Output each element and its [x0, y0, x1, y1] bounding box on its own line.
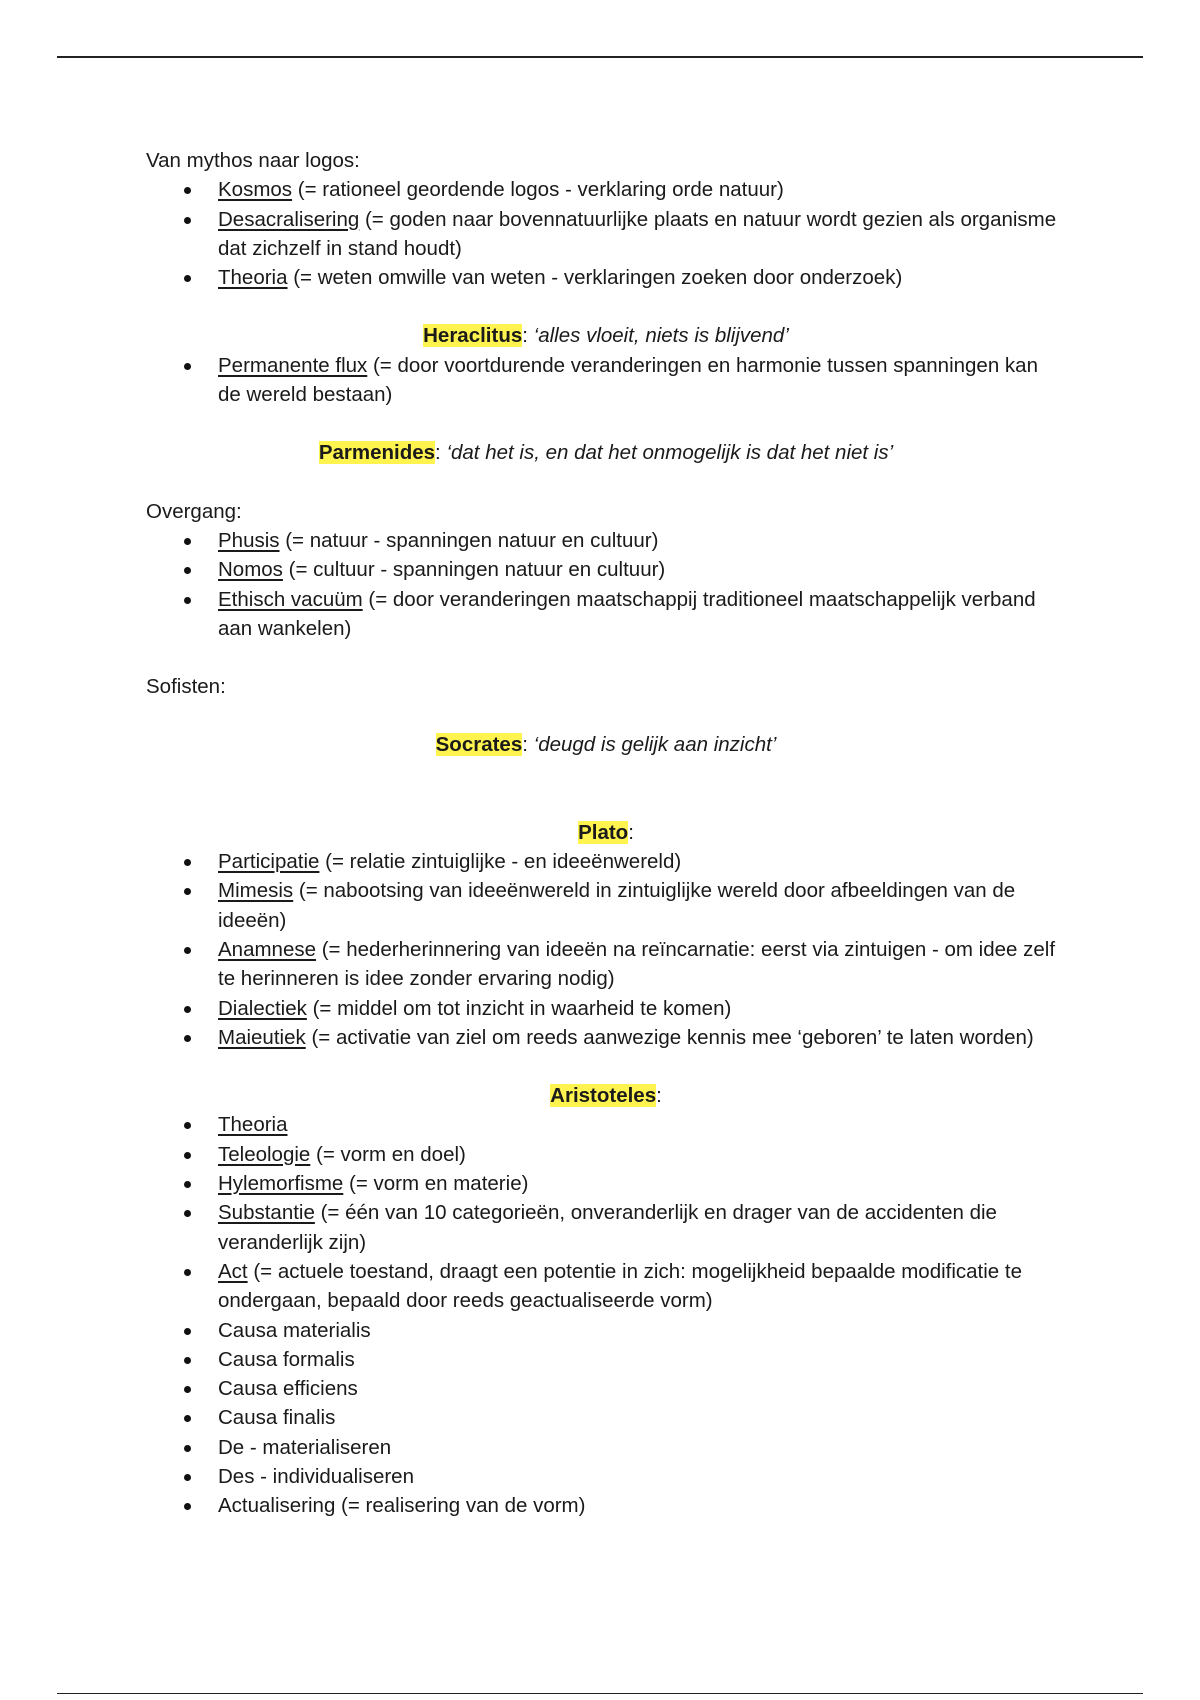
- list-item: [218, 1110, 1066, 1139]
- definition: (= relatie zintuiglijke - en ideeënwereld): [319, 850, 682, 874]
- list-item: [218, 1169, 1066, 1198]
- term: Permanente flux: [218, 353, 368, 377]
- list-item: [218, 1491, 1066, 1520]
- philosopher-quote: ‘alles vloeit, niets is blijvend’: [533, 324, 789, 348]
- term: Participatie: [218, 850, 320, 874]
- section-heading-overgang: Overgang:: [146, 499, 242, 523]
- parmenides-heading: [146, 438, 1066, 467]
- definition: (= rationeel geordende logos - verklaring orde natuur): [292, 178, 784, 202]
- definition: (= activatie van ziel om reeds aanwezige kennis mee ‘geboren’ te laten worden): [305, 1025, 1034, 1049]
- term: Ethisch vacuüm: [218, 587, 363, 611]
- term: Dialectiek: [218, 996, 307, 1020]
- term: Nomos: [218, 558, 283, 582]
- definition: (= cultuur - spanningen natuur en cultuur): [282, 558, 666, 582]
- term: Theoria: [218, 1113, 288, 1137]
- list-item: [218, 263, 1066, 292]
- separator: :: [435, 441, 447, 465]
- list-item: [218, 555, 1066, 584]
- list-item: [218, 205, 1066, 264]
- separator: :: [628, 820, 634, 844]
- list-item: [218, 351, 1066, 410]
- list-item: [218, 1023, 1066, 1052]
- separator: :: [656, 1084, 662, 1108]
- section-heading-sofisten: Sofisten:: [146, 675, 226, 699]
- socrates-heading: [146, 730, 1066, 759]
- philosopher-quote: ‘dat het is, en dat het onmogelijk is dat het niet is’: [446, 441, 894, 465]
- page-top-rule: [57, 56, 1143, 58]
- definition: (= vorm en doel): [310, 1142, 466, 1166]
- list-item: [218, 1345, 1066, 1374]
- term: Substantie: [218, 1201, 315, 1225]
- philosopher-name: Parmenides: [318, 441, 436, 465]
- definition: Des - individualiseren: [218, 1464, 414, 1488]
- separator: :: [522, 324, 534, 348]
- aristoteles-list: [146, 1110, 1066, 1520]
- term: Kosmos: [218, 178, 293, 202]
- overgang-list: [146, 526, 1066, 643]
- definition: Causa formalis: [218, 1347, 355, 1371]
- term: Anamnese: [218, 937, 317, 961]
- list-item: [218, 1462, 1066, 1491]
- list-item: [218, 1257, 1066, 1316]
- philosopher-quote: ‘deugd is gelijk aan inzicht’: [533, 733, 777, 757]
- definition: (= hederherinnering van ideeën na reïncarnatie: eerst via zintuigen - om idee zelf te herinneren is idee zonder ervaring nodig): [218, 937, 1056, 991]
- definition: (= vorm en materie): [343, 1172, 529, 1196]
- list-item: [218, 847, 1066, 876]
- list-item: [218, 935, 1066, 994]
- plato-list: [146, 847, 1066, 1052]
- term: Theoria: [218, 266, 288, 290]
- term: Teleologie: [218, 1142, 311, 1166]
- page-bottom-rule: [57, 1693, 1143, 1694]
- list-item: [218, 526, 1066, 555]
- separator: :: [522, 733, 534, 757]
- definition: (= door voortdurende veranderingen en harmonie tussen spanningen kan de wereld bestaan): [218, 353, 1038, 407]
- term: Maieutiek: [218, 1025, 306, 1049]
- definition: (= weten omwille van weten - verklaringen zoeken door onderzoek): [287, 266, 903, 290]
- list-item: [218, 175, 1066, 204]
- list-item: [218, 1198, 1066, 1257]
- term: Hylemorfisme: [218, 1172, 344, 1196]
- list-item: [218, 1433, 1066, 1462]
- definition: Causa materialis: [218, 1318, 371, 1342]
- heraclitus-heading: [146, 321, 1066, 350]
- list-item: [218, 1140, 1066, 1169]
- list-item: [218, 1403, 1066, 1432]
- plato-heading: [146, 818, 1066, 847]
- definition: (= middel om tot inzicht in waarheid te komen): [306, 996, 732, 1020]
- definition: (= nabootsing van ideeënwereld in zintuiglijke wereld door afbeeldingen van de ideeën): [218, 879, 1016, 932]
- term: Mimesis: [218, 879, 294, 903]
- list-item: [218, 1316, 1066, 1345]
- list-item: [218, 876, 1066, 935]
- definition: (= goden naar bovennatuurlijke plaats en natuur wordt gezien als organisme dat zichzelf in stand houdt): [218, 207, 1057, 260]
- definition: Causa efficiens: [218, 1377, 358, 1401]
- philosopher-name: Socrates: [435, 733, 523, 757]
- aristoteles-heading: [146, 1081, 1066, 1110]
- philosopher-name: Plato: [578, 820, 629, 844]
- definition: (= natuur - spanningen natuur en cultuur): [279, 528, 659, 552]
- term: Act: [218, 1259, 248, 1283]
- definition: (= één van 10 categorieën, onveranderlijk en drager van de accidenten die veranderlijk zijn): [218, 1201, 997, 1254]
- mythos-logos-list: [146, 175, 1066, 292]
- document-body: [146, 146, 1066, 1521]
- heraclitus-list: [146, 351, 1066, 410]
- definition: Causa finalis: [218, 1406, 336, 1430]
- definition: (= door veranderingen maatschappij traditioneel maatschappelijk verband aan wankelen): [218, 587, 1036, 640]
- term: Desacralisering: [218, 207, 360, 231]
- definition: Actualisering (= realisering van de vorm): [218, 1494, 586, 1518]
- section-heading-mythos-logos: Van mythos naar logos:: [146, 149, 360, 172]
- definition: De - materialiseren: [218, 1435, 392, 1459]
- list-item: [218, 585, 1066, 644]
- list-item: [218, 1374, 1066, 1403]
- list-item: [218, 994, 1066, 1023]
- philosopher-name: Heraclitus: [423, 324, 523, 348]
- definition: (= actuele toestand, draagt een potentie in zich: mogelijkheid bepaalde modificatie te ondergaan, bepaald door reeds geactualiseerde vorm): [218, 1259, 1023, 1313]
- philosopher-name: Aristoteles: [550, 1084, 657, 1108]
- term: Phusis: [218, 528, 280, 552]
